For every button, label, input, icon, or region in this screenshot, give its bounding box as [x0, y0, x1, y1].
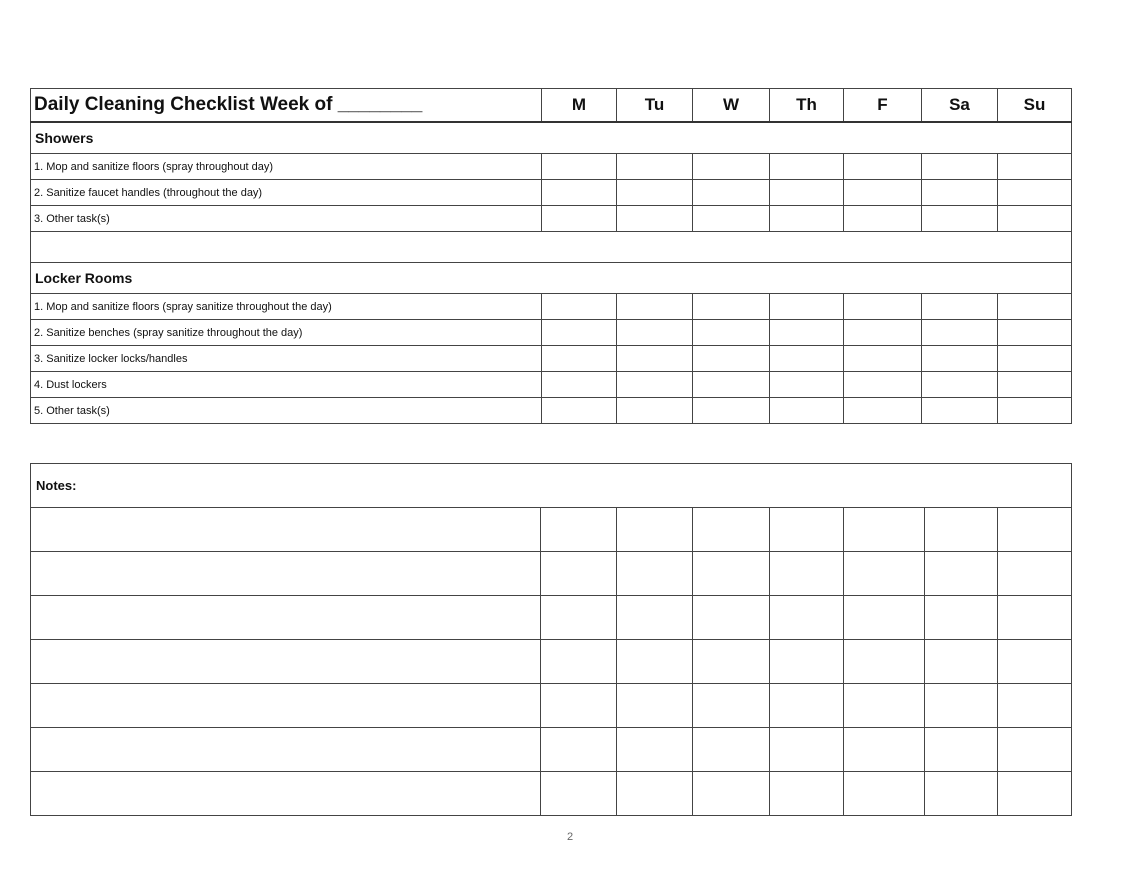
check-cell[interactable]	[770, 508, 844, 552]
check-cell[interactable]	[770, 346, 844, 372]
check-cell[interactable]	[844, 206, 922, 232]
check-cell[interactable]	[998, 320, 1072, 346]
check-cell[interactable]	[542, 398, 617, 424]
check-cell[interactable]	[617, 294, 693, 320]
table-row	[31, 206, 1072, 232]
notes-row	[31, 728, 1072, 772]
check-cell[interactable]	[617, 320, 693, 346]
check-cell[interactable]	[998, 294, 1072, 320]
check-cell[interactable]	[844, 684, 925, 728]
check-cell[interactable]	[617, 180, 693, 206]
task-label: 1. Mop and sanitize floors (spray sanitize throughout the day)	[31, 294, 542, 320]
check-cell[interactable]	[617, 596, 693, 640]
check-cell[interactable]	[998, 684, 1072, 728]
check-cell[interactable]	[925, 684, 998, 728]
check-cell[interactable]	[922, 206, 998, 232]
notes-cell[interactable]	[31, 772, 541, 816]
notes-row	[31, 508, 1072, 552]
notes-cell[interactable]	[31, 728, 541, 772]
check-cell[interactable]	[693, 640, 770, 684]
notes-row	[31, 640, 1072, 684]
check-cell[interactable]	[922, 398, 998, 424]
notes-cell[interactable]	[31, 684, 541, 728]
check-cell[interactable]	[617, 346, 693, 372]
day-header-sat: Sa	[922, 89, 998, 123]
check-cell[interactable]	[693, 320, 770, 346]
check-cell[interactable]	[925, 728, 998, 772]
check-cell[interactable]	[922, 320, 998, 346]
notes-row	[31, 772, 1072, 816]
check-cell[interactable]	[542, 294, 617, 320]
check-cell[interactable]	[693, 508, 770, 552]
check-cell[interactable]	[998, 728, 1072, 772]
table-row	[31, 294, 1072, 320]
check-cell[interactable]	[693, 596, 770, 640]
section-header-locker-rooms	[31, 263, 1072, 294]
notes-row	[31, 596, 1072, 640]
check-cell[interactable]	[998, 180, 1072, 206]
check-cell[interactable]	[542, 346, 617, 372]
check-cell[interactable]	[844, 640, 925, 684]
notes-row	[31, 684, 1072, 728]
spacer-row	[31, 232, 1072, 263]
notes-header-row	[31, 464, 1072, 508]
check-cell[interactable]	[770, 320, 844, 346]
check-cell[interactable]	[922, 180, 998, 206]
table-row	[31, 320, 1072, 346]
check-cell[interactable]	[922, 154, 998, 180]
check-cell[interactable]	[542, 206, 617, 232]
check-cell[interactable]	[844, 154, 922, 180]
notes-cell[interactable]	[31, 640, 541, 684]
notes-label: Notes:	[31, 464, 1072, 508]
notes-table	[30, 463, 1072, 816]
notes-cell[interactable]	[31, 508, 541, 552]
check-cell[interactable]	[770, 154, 844, 180]
check-cell[interactable]	[844, 552, 925, 596]
check-cell[interactable]	[844, 294, 922, 320]
day-header-fri: F	[844, 89, 922, 123]
check-cell[interactable]	[998, 206, 1072, 232]
check-cell[interactable]	[998, 372, 1072, 398]
check-cell[interactable]	[998, 552, 1072, 596]
check-cell[interactable]	[617, 398, 693, 424]
check-cell[interactable]	[844, 180, 922, 206]
section-header-showers	[31, 122, 1072, 154]
check-cell[interactable]	[925, 772, 998, 816]
table-row	[31, 180, 1072, 206]
day-header-tue: Tu	[617, 89, 693, 123]
check-cell[interactable]	[541, 552, 617, 596]
check-cell[interactable]	[844, 372, 922, 398]
check-cell[interactable]	[542, 154, 617, 180]
check-cell[interactable]	[617, 640, 693, 684]
page-number: 2	[566, 831, 574, 843]
day-header-thu: Th	[770, 89, 844, 123]
check-cell[interactable]	[617, 508, 693, 552]
check-cell[interactable]	[922, 294, 998, 320]
check-cell[interactable]	[998, 398, 1072, 424]
check-cell[interactable]	[542, 372, 617, 398]
check-cell[interactable]	[541, 596, 617, 640]
check-cell[interactable]	[925, 596, 998, 640]
task-label: 5. Other task(s)	[31, 398, 542, 424]
check-cell[interactable]	[693, 206, 770, 232]
check-cell[interactable]	[770, 772, 844, 816]
table-row	[31, 154, 1072, 180]
check-cell[interactable]	[693, 728, 770, 772]
notes-cell[interactable]	[31, 552, 541, 596]
check-cell[interactable]	[844, 728, 925, 772]
check-cell[interactable]	[998, 346, 1072, 372]
check-cell[interactable]	[922, 346, 998, 372]
table-row	[31, 346, 1072, 372]
task-label: 1. Mop and sanitize floors (spray throughout day)	[31, 154, 542, 180]
cleaning-checklist-table	[30, 88, 1072, 424]
check-cell[interactable]	[770, 294, 844, 320]
check-cell[interactable]	[770, 398, 844, 424]
check-cell[interactable]	[770, 206, 844, 232]
task-label: 3. Other task(s)	[31, 206, 542, 232]
check-cell[interactable]	[617, 154, 693, 180]
check-cell[interactable]	[998, 772, 1072, 816]
spacer-cell	[31, 232, 1072, 263]
check-cell[interactable]	[770, 728, 844, 772]
check-cell[interactable]	[770, 552, 844, 596]
section-title: Locker Rooms	[31, 263, 1072, 294]
check-cell[interactable]	[844, 346, 922, 372]
task-label: 3. Sanitize locker locks/handles	[31, 346, 542, 372]
notes-cell[interactable]	[31, 596, 541, 640]
check-cell[interactable]	[770, 640, 844, 684]
check-cell[interactable]	[925, 552, 998, 596]
check-cell[interactable]	[844, 320, 922, 346]
check-cell[interactable]	[617, 728, 693, 772]
notes-row	[31, 552, 1072, 596]
check-cell[interactable]	[617, 552, 693, 596]
check-cell[interactable]	[541, 772, 617, 816]
check-cell[interactable]	[770, 372, 844, 398]
task-label: 4. Dust lockers	[31, 372, 542, 398]
check-cell[interactable]	[541, 640, 617, 684]
check-cell[interactable]	[617, 684, 693, 728]
check-cell[interactable]	[693, 372, 770, 398]
check-cell[interactable]	[844, 508, 925, 552]
check-cell[interactable]	[770, 180, 844, 206]
task-label: 2. Sanitize faucet handles (throughout the day)	[31, 180, 542, 206]
check-cell[interactable]	[925, 640, 998, 684]
check-cell[interactable]	[998, 508, 1072, 552]
checklist-title: Daily Cleaning Checklist Week of ________	[31, 89, 542, 123]
check-cell[interactable]	[693, 154, 770, 180]
section-title: Showers	[31, 122, 1072, 154]
check-cell[interactable]	[922, 372, 998, 398]
table-row	[31, 398, 1072, 424]
check-cell[interactable]	[617, 372, 693, 398]
check-cell[interactable]	[693, 294, 770, 320]
day-header-sun: Su	[998, 89, 1072, 123]
task-label: 2. Sanitize benches (spray sanitize throughout the day)	[31, 320, 542, 346]
check-cell[interactable]	[693, 346, 770, 372]
check-cell[interactable]	[542, 180, 617, 206]
check-cell[interactable]	[693, 180, 770, 206]
check-cell[interactable]	[542, 320, 617, 346]
check-cell[interactable]	[844, 772, 925, 816]
check-cell[interactable]	[693, 684, 770, 728]
check-cell[interactable]	[770, 684, 844, 728]
check-cell[interactable]	[693, 398, 770, 424]
check-cell[interactable]	[844, 398, 922, 424]
day-header-mon: M	[542, 89, 617, 123]
check-cell[interactable]	[770, 596, 844, 640]
check-cell[interactable]	[541, 684, 617, 728]
check-cell[interactable]	[998, 596, 1072, 640]
check-cell[interactable]	[998, 640, 1072, 684]
check-cell[interactable]	[998, 154, 1072, 180]
check-cell[interactable]	[693, 552, 770, 596]
check-cell[interactable]	[693, 772, 770, 816]
check-cell[interactable]	[925, 508, 998, 552]
check-cell[interactable]	[617, 206, 693, 232]
check-cell[interactable]	[541, 728, 617, 772]
check-cell[interactable]	[617, 772, 693, 816]
header-row	[31, 89, 1072, 123]
table-row	[31, 372, 1072, 398]
check-cell[interactable]	[844, 596, 925, 640]
check-cell[interactable]	[541, 508, 617, 552]
day-header-wed: W	[693, 89, 770, 123]
